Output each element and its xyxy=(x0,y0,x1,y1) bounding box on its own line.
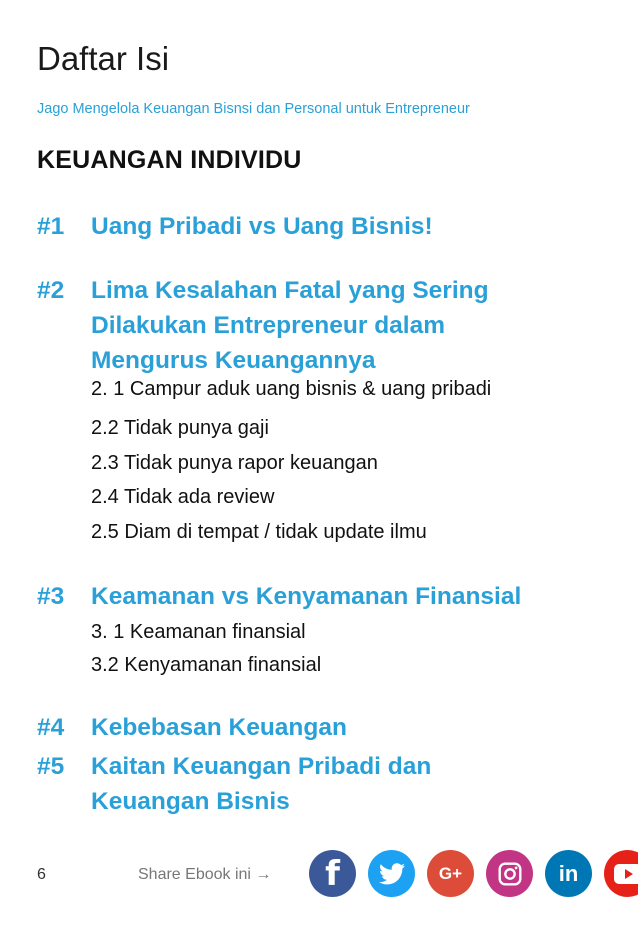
youtube-icon[interactable] xyxy=(604,850,638,897)
play-button-icon xyxy=(614,864,638,884)
chapter-number: #3 xyxy=(37,583,65,610)
subchapter-2-2[interactable]: 2.2 Tidak punya gaji xyxy=(91,417,269,439)
chapter-title: Keamanan vs Kenyamanan Finansial xyxy=(91,583,522,610)
subchapter-2-5[interactable]: 2.5 Diam di tempat / tidak update ilmu xyxy=(91,521,427,543)
book-subtitle: Jago Mengelola Keuangan Bisnsi dan Personal untuk Entrepreneur xyxy=(37,101,470,117)
camera-icon xyxy=(497,861,523,887)
google-plus-icon[interactable]: G+ xyxy=(427,850,474,897)
page-number: 6 xyxy=(37,866,46,883)
subchapter-2-1[interactable]: 2. 1 Campur aduk uang bisnis & uang pribadi xyxy=(91,378,492,400)
subchapter-3-2[interactable]: 3.2 Kenyamanan finansial xyxy=(91,654,322,676)
chapter-4[interactable] xyxy=(37,710,591,745)
social-share-icons xyxy=(309,850,638,897)
chapter-title: Uang Pribadi vs Uang Bisnis! xyxy=(91,213,433,240)
chapter-number: #5 xyxy=(37,753,65,780)
chapter-title: Lima Kesalahan Fatal yang Sering Dilakukan Entrepreneur dalam Mengurus Keuangannya xyxy=(91,277,489,374)
chapter-title: Kaitan Keuangan Pribadi dan Keuangan Bisnis xyxy=(91,753,432,815)
page-title: Daftar Isi xyxy=(37,40,170,77)
subchapter-2-3[interactable]: 2.3 Tidak punya rapor keuangan xyxy=(91,452,378,474)
subchapter-2-4[interactable]: 2.4 Tidak ada review xyxy=(91,486,275,508)
chapter-1[interactable] xyxy=(37,209,591,244)
instagram-icon[interactable] xyxy=(486,850,533,897)
section-title: KEUANGAN INDIVIDU xyxy=(37,146,302,174)
facebook-icon[interactable]: f xyxy=(309,850,356,897)
twitter-icon[interactable] xyxy=(368,850,415,897)
chapter-number: #4 xyxy=(37,714,65,741)
chapter-5[interactable] xyxy=(37,749,511,819)
subchapter-3-1[interactable]: 3. 1 Keamanan finansial xyxy=(91,621,306,643)
twitter-bird-icon xyxy=(379,863,405,885)
share-label: Share Ebook ini → xyxy=(138,866,272,883)
chapter-2[interactable] xyxy=(37,273,561,378)
linkedin-icon[interactable]: in xyxy=(545,850,592,897)
chapter-number: #2 xyxy=(37,277,65,304)
chapter-number: #1 xyxy=(37,213,65,240)
chapter-3[interactable] xyxy=(37,579,591,614)
chapter-title: Kebebasan Keuangan xyxy=(91,714,347,741)
